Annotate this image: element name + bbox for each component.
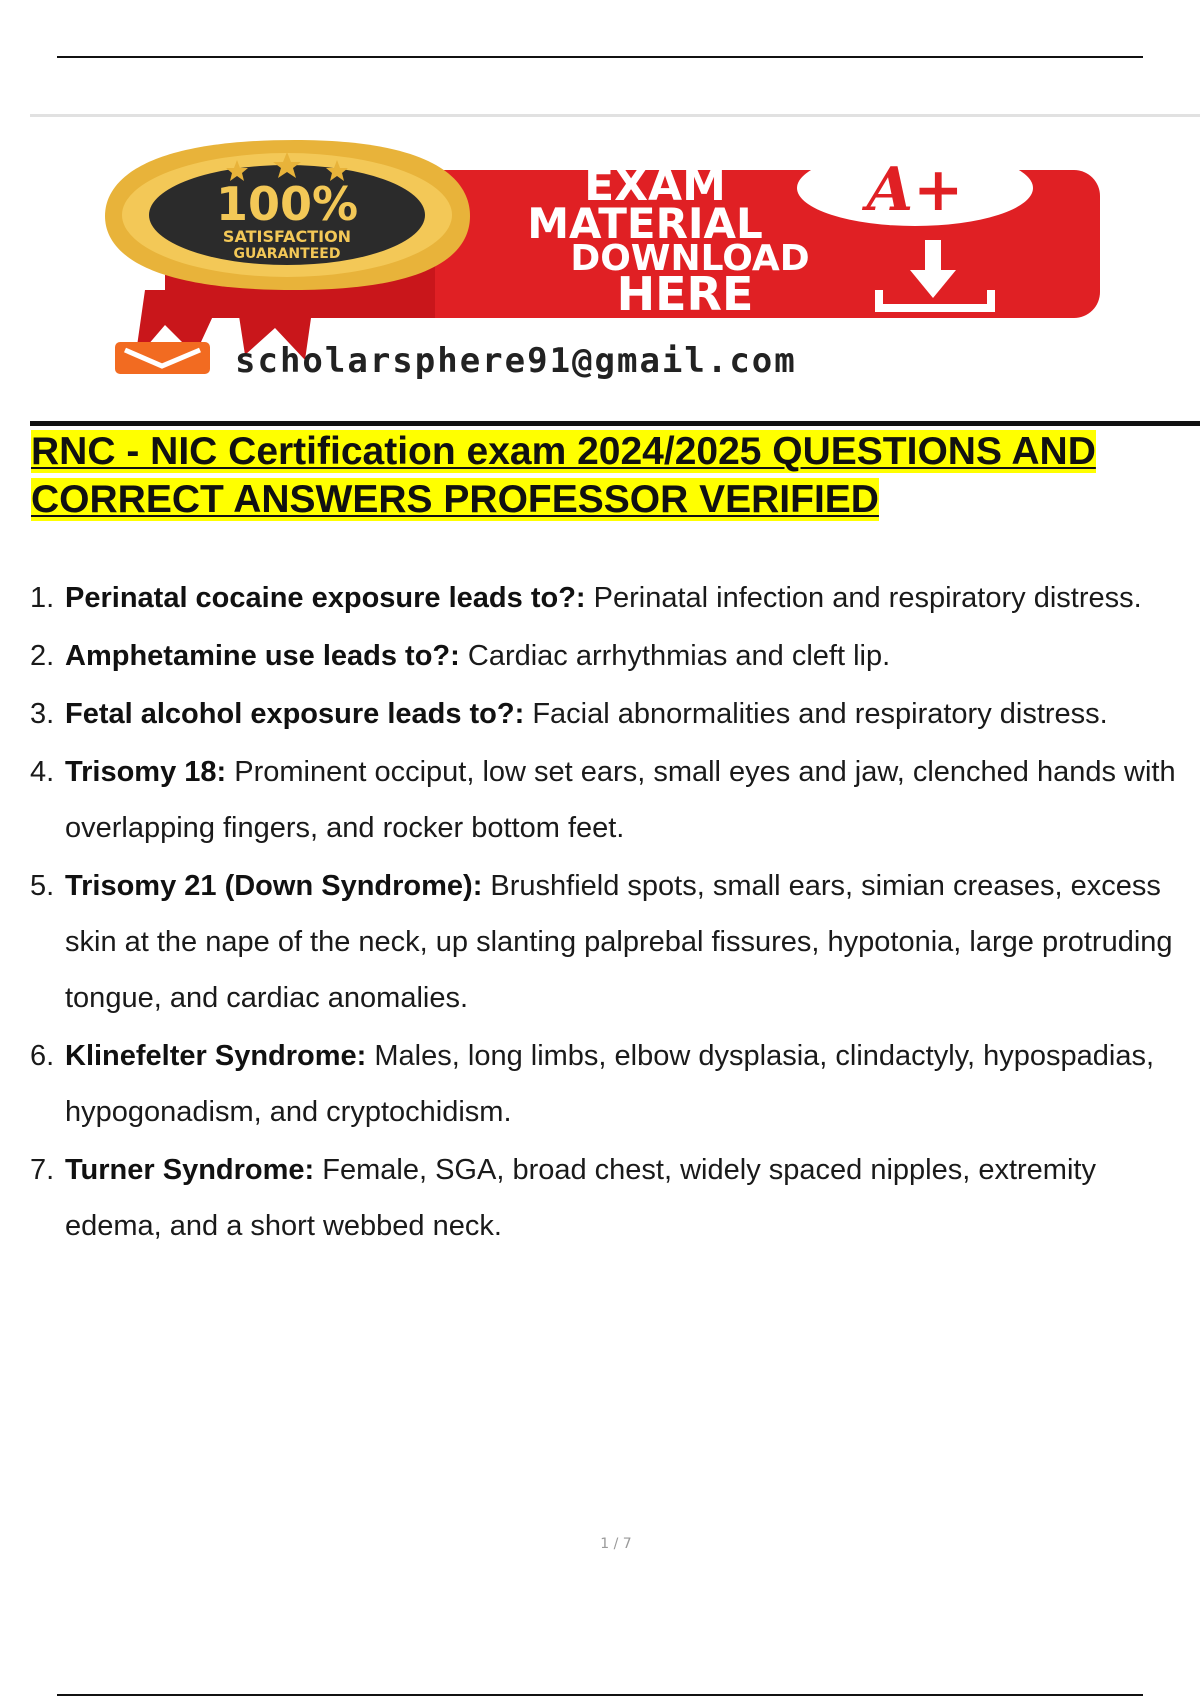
qa-list (0, 570, 1200, 1256)
list-item (0, 744, 1180, 856)
page-number: 1 / 7 (600, 1536, 632, 1552)
list-item (0, 686, 1180, 742)
banner-download: DOWNLOAD (570, 238, 810, 279)
item-number: 5. (30, 870, 55, 902)
item-question: Fetal alcohol exposure leads to?: (65, 698, 525, 730)
grade-text: A+ (866, 155, 964, 225)
list-item (0, 1142, 1180, 1254)
satisfaction-seal (105, 140, 470, 290)
banner-here: HERE (616, 267, 754, 321)
document-title (31, 428, 1171, 524)
envelope-icon (115, 342, 210, 374)
banner-exam: EXAM (584, 160, 726, 211)
item-number: 6. (30, 1040, 55, 1072)
item-number: 4. (30, 756, 55, 788)
item-question: Klinefelter Syndrome: (65, 1040, 367, 1072)
item-number: 2. (30, 640, 55, 672)
item-question: Amphetamine use leads to?: (65, 640, 460, 672)
title-rule (30, 421, 1200, 426)
list-item (0, 570, 1180, 626)
item-question: Trisomy 18: (65, 756, 227, 788)
item-answer: Prominent occiput, low set ears, small eyes and jaw, clenched hands with overlapping fingers, and rocker bottom feet. (65, 756, 1176, 844)
list-item (0, 858, 1180, 1026)
item-question: Turner Syndrome: (65, 1154, 315, 1186)
contact-email[interactable]: scholarsphere91@gmail.com (235, 341, 797, 381)
seal-line-1: SATISFACTION (222, 227, 352, 246)
grade-badge (797, 150, 1033, 226)
bottom-rule (57, 1694, 1143, 1696)
header-divider (30, 114, 1200, 117)
item-answer: Female, SGA, broad chest, widely spaced nipples, extremity edema, and a short webbed neck. (65, 1154, 1096, 1242)
item-question: Perinatal cocaine exposure leads to?: (65, 582, 586, 614)
item-answer: Facial abnormalities and respiratory distress. (524, 698, 1108, 730)
item-answer: Cardiac arrhythmias and cleft lip. (459, 640, 891, 672)
top-rule (57, 56, 1143, 58)
item-question: Trisomy 21 (Down Syndrome): (65, 870, 483, 902)
item-number: 3. (30, 698, 55, 730)
banner-material: MATERIAL (527, 199, 763, 248)
item-number: 1. (30, 582, 55, 614)
seal-line-2: GUARANTEED (233, 246, 341, 262)
list-item (0, 628, 1180, 684)
item-answer: Males, long limbs, elbow dysplasia, clindactyly, hypospadias, hypogonadism, and cryptochidism. (65, 1040, 1155, 1128)
item-answer: Perinatal infection and respiratory distress. (585, 582, 1142, 614)
title-highlight: RNC - NIC Certification exam 2024/2025 QUESTIONS AND CORRECT ANSWERS PROFESSOR VERIFIED (31, 430, 1096, 521)
seal-percent: 100% (215, 177, 359, 231)
item-answer: Brushfield spots, small ears, simian creases, excess skin at the nape of the neck, up slanting palprebal fissures, hypotonia, large protruding tongue, and cardiac anomalies. (65, 870, 1173, 1014)
list-item (0, 1028, 1180, 1140)
exam-material-banner[interactable] (105, 140, 1110, 390)
item-number: 7. (30, 1154, 55, 1186)
